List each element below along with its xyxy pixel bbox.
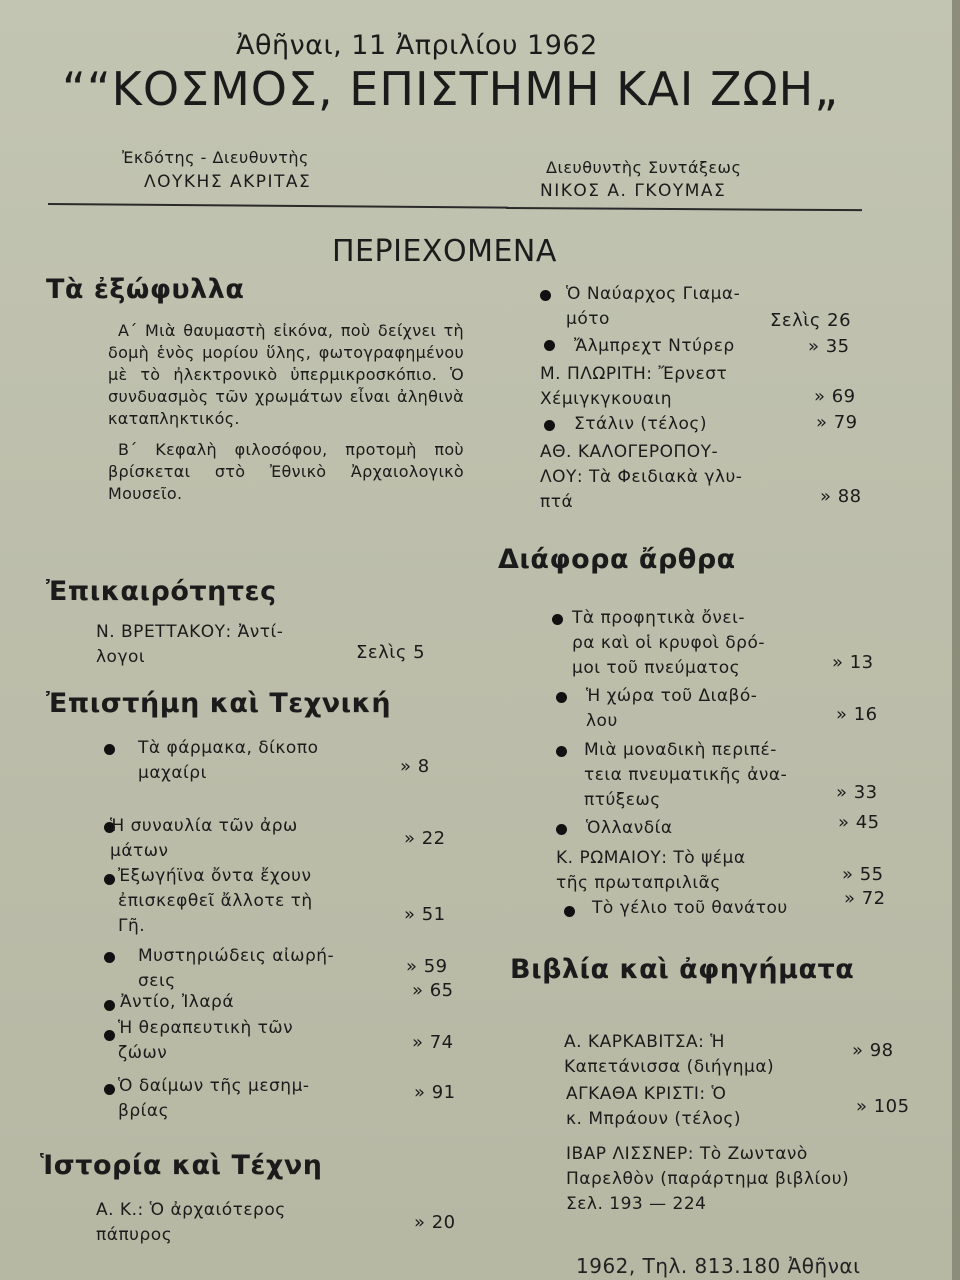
entry-text: Ἡ θεραπευτικὴ τῶν ζώων xyxy=(118,1018,294,1063)
entry-text: Μ. ΠΛΩΡΙΤΗ: Ἔρνεστ Χέμιγκγκουαιη xyxy=(540,364,728,409)
list-item xyxy=(96,620,366,670)
entry-text: Ἡ συναυλία τῶν ἀρω μάτων xyxy=(110,816,298,861)
section-title-books: Βιβλία καὶ ἀφηγήματα xyxy=(510,954,855,985)
bullet-icon xyxy=(104,1000,115,1011)
list-item xyxy=(540,440,810,515)
entry-page: » 69 xyxy=(814,386,856,407)
bullet-icon xyxy=(104,744,115,755)
list-item xyxy=(564,1030,864,1080)
entry-page: Σελὶς 5 xyxy=(356,642,426,663)
bullet-icon xyxy=(104,1030,115,1041)
bullet-icon xyxy=(556,824,567,835)
bullet-icon xyxy=(556,692,567,703)
list-item xyxy=(586,684,816,734)
entry-text: ΑΓΚΑΘΑ ΚΡΙΣΤΙ: Ὁ κ. Μπράουν (τέλος) xyxy=(566,1084,741,1129)
list-item xyxy=(574,412,794,437)
contents-heading: ΠΕΡΙΕΧΟΜΕΝΑ xyxy=(332,234,557,269)
entry-page: » 45 xyxy=(838,812,880,833)
entry-page: » 79 xyxy=(816,412,858,433)
entry-text: Μυστηριώδεις αἰωρή- σεις xyxy=(138,946,335,991)
list-item xyxy=(96,1198,396,1248)
entry-page: Σελὶς 26 xyxy=(770,310,852,331)
bullet-icon xyxy=(564,906,575,917)
section-title-current: Ἐπικαιρότητες xyxy=(46,576,277,607)
entry-page: » 59 xyxy=(406,956,448,977)
cover-a-text: Α΄ Μιὰ θαυμαστὴ εἰκόνα, ποὺ δείχνει τὴ δομὴ ἑνὸς μορίου ὕλης, φωτογραφημένου μὲ τὸ ἠλεκτρονικὸ ὑπερμικροσκόπιο. Ὁ συνδυασμὸς τῶν χρωμάτων εἶναι ἀληθινὰ καταπληκτικός. xyxy=(108,321,464,428)
list-item xyxy=(120,990,380,1015)
list-item xyxy=(556,846,836,896)
entry-page: » 88 xyxy=(820,486,862,507)
list-item xyxy=(572,606,842,681)
editor-role: Διευθυντὴς Συντάξεως xyxy=(546,158,742,177)
page-edge xyxy=(952,0,960,1280)
section-title-history: Ἱστορία καὶ Τέχνη xyxy=(40,1150,323,1181)
entry-text: Α. Κ.: Ὁ ἀρχαιότερος πάπυρος xyxy=(96,1200,286,1245)
entry-page: » 74 xyxy=(412,1032,454,1053)
entry-text: Ὁλλανδία xyxy=(586,818,673,838)
entry-text: Τὰ φάρμακα, δίκοπο μαχαίρι xyxy=(138,738,319,783)
entry-text: Τὰ προφητικὰ ὄνει- ρα καὶ οἱ κρυφοὶ δρό- μοι τοῦ πνεύματος xyxy=(572,608,765,678)
bullet-icon xyxy=(556,746,567,757)
entry-text: Α. ΚΑΡΚΑΒΙΤΣΑ: Ἡ Καπετάνισσα (διήγημα) xyxy=(564,1032,775,1077)
bullet-icon xyxy=(540,290,551,301)
bullet-icon xyxy=(104,952,115,963)
list-item xyxy=(584,738,854,813)
section-title-science: Ἐπιστήμη καὶ Τεχνική xyxy=(46,688,392,719)
footer-address: 1962, Τηλ. 813.180 Ἀθῆναι xyxy=(576,1254,861,1278)
bullet-icon xyxy=(104,1084,115,1095)
list-item xyxy=(540,362,810,412)
bullet-icon xyxy=(544,420,555,431)
entry-text: Ἀντίο, Ἰλαρά xyxy=(120,992,235,1012)
entry-page: » 72 xyxy=(844,888,886,909)
covers-description xyxy=(108,320,464,514)
issue-date: Ἀθῆναι, 11 Ἀπριλίου 1962 xyxy=(236,30,598,61)
entry-page: » 91 xyxy=(414,1082,456,1103)
list-item xyxy=(574,334,794,359)
entry-text: Μιὰ μοναδικὴ περιπέ- τεια πνευματικῆς ἀνα- πτύξεως xyxy=(584,740,788,810)
entry-page: » 51 xyxy=(404,904,446,925)
list-item xyxy=(592,896,842,921)
entry-text: Ὁ δαίμων τῆς μεσημ- βρίας xyxy=(118,1076,310,1121)
bullet-icon xyxy=(544,340,555,351)
entry-page: » 105 xyxy=(856,1096,910,1117)
entry-page: » 55 xyxy=(842,864,884,885)
entry-text: Στάλιν (τέλος) xyxy=(574,414,708,434)
entry-page: » 22 xyxy=(404,828,446,849)
entry-page: » 16 xyxy=(836,704,878,725)
publisher-name: ΛΟΥΚΗΣ ΑΚΡΙΤΑΣ xyxy=(144,172,312,192)
editor-name: ΝΙΚΟΣ Α. ΓΚΟΥΜΑΣ xyxy=(540,181,727,201)
cover-b-text: Β΄ Κεφαλὴ φιλοσόφου, προτομὴ ποὺ βρίσκεται στὸ Ἐθνικὸ Ἀρχαιολογικὸ Μουσεῖο. xyxy=(108,440,464,503)
entry-text: ΑΘ. ΚΑΛΟΓΕΡΟΠΟΥ- ΛΟΥ: Τὰ Φειδιακὰ γλυ- πτά xyxy=(540,442,743,512)
entry-text: Ἡ χώρα τοῦ Διαβό- λου xyxy=(586,686,758,731)
entry-text: Ν. ΒΡΕΤΤΑΚΟΥ: Ἀντί- λογοι xyxy=(96,622,284,667)
section-title-covers: Τὰ ἐξώφυλλα xyxy=(46,274,245,305)
list-item xyxy=(138,736,398,786)
bullet-icon xyxy=(552,614,563,625)
entry-page: » 33 xyxy=(836,782,878,803)
entry-page: » 98 xyxy=(852,1040,894,1061)
entry-text: Ἐξωγήϊνα ὄντα ἔχουν ἐπισκεφθεῖ ἄλλοτε τὴ Γῆ. xyxy=(118,866,313,936)
entry-page: » 35 xyxy=(808,336,850,357)
entry-text: ΙΒΑΡ ΛΙΣΣΝΕΡ: Τὸ Ζωντανὸ Παρελθὸν (παράρτημα βιβλίου) Σελ. 193 — 224 xyxy=(566,1144,850,1214)
entry-page: » 8 xyxy=(400,756,430,777)
entry-page: » 13 xyxy=(832,652,874,673)
entry-page: » 20 xyxy=(414,1212,456,1233)
entry-text: Τὸ γέλιο τοῦ θανάτου xyxy=(592,898,788,918)
entry-page: » 65 xyxy=(412,980,454,1001)
list-item xyxy=(566,1082,856,1132)
section-title-various: Διάφορα ἄρθρα xyxy=(498,544,736,575)
list-item xyxy=(566,1142,936,1217)
list-item xyxy=(118,1016,388,1066)
magazine-title: ““ΚΟΣΜΟΣ, ΕΠΙΣΤΗΜΗ ΚΑΙ ΖΩΗ„ xyxy=(62,62,840,116)
bullet-icon xyxy=(104,874,115,885)
entry-text: Κ. ΡΩΜΑΙΟΥ: Τὸ ψέμα τῆς πρωταπριλιᾶς xyxy=(556,848,746,893)
list-item xyxy=(118,1074,388,1124)
entry-text: Ἄλμπρεχτ Ντύρερ xyxy=(574,336,735,356)
list-item xyxy=(110,814,390,864)
publisher-role: Ἐκδότης - Διευθυντὴς xyxy=(122,148,309,167)
list-item xyxy=(118,864,388,939)
list-item xyxy=(138,944,398,994)
entry-text: Ὁ Ναύαρχος Γιαμα- μότο xyxy=(566,284,741,329)
list-item xyxy=(586,816,786,841)
